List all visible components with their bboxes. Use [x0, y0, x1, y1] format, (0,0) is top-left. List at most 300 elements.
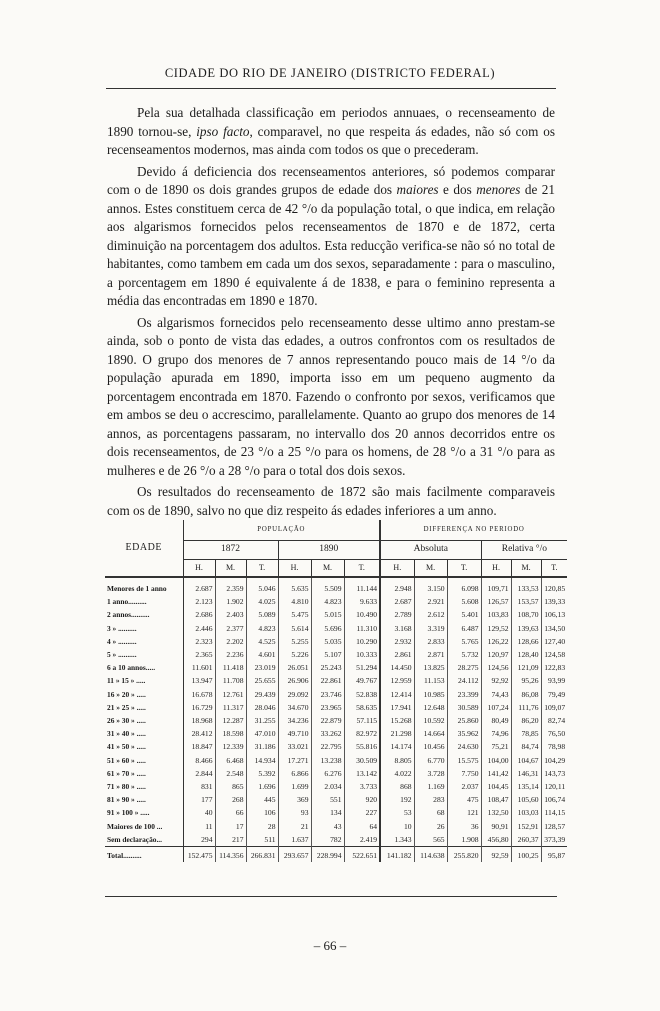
- table-cell: 5.475: [278, 608, 311, 621]
- table-cell: 25.860: [447, 714, 481, 727]
- table-cell: 23.019: [246, 661, 278, 674]
- table-cell: 283: [414, 793, 447, 806]
- table-cell: 5.392: [246, 767, 278, 780]
- table-cell: 90,91: [481, 820, 511, 833]
- table-cell: 25.243: [311, 661, 344, 674]
- table-cell: 86,20: [511, 714, 541, 727]
- table-cell: 13.238: [311, 754, 344, 767]
- table-cell: 12.339: [215, 740, 246, 753]
- table-cell: 192: [380, 793, 414, 806]
- body-text: [107, 104, 555, 523]
- table-row: [105, 806, 567, 819]
- row-label: 51 » 60 » .....: [105, 754, 183, 767]
- table-cell: 12.414: [380, 688, 414, 701]
- paragraph-3: Os algarismos fornecidos pelo recenseamento desse ultimo anno prestam-se ainda, sob o ponto de vista das edades, a outros confrontos com os resultados de 1890. O grupo dos menores de 7 annos representando pouco mais de 14 °/o da população apurada em 1890, importa isso em um pequeno augmento da porcentagem encontrada em 1870. Fazendo o confronto por sexos, verificamos que em ambos se deu o accrescimo, parallelamente. Quanto ao grupo dos menores de 14 annos, as porcentagens passaram, no intervallo dos 20 annos decorridos entre os dois recenseamentos, de 23 °/o a 25 °/o para os homens, de 28 °/o a 31 °/o para as mulheres e de 26 °/o a 28 °/o para o total dos dois sexos.: [107, 314, 555, 478]
- table-cell: 5.509: [311, 577, 344, 595]
- table-cell: 31.186: [246, 740, 278, 753]
- table-cell: 2.686: [183, 608, 215, 621]
- table-cell: 33.021: [278, 740, 311, 753]
- table-cell: 28.046: [246, 701, 278, 714]
- table-cell: 5.089: [246, 608, 278, 621]
- table-cell: 2.844: [183, 767, 215, 780]
- table-cell: 106: [246, 806, 278, 819]
- table-total-row: [105, 847, 567, 863]
- table-cell: 143,73: [544, 768, 566, 778]
- age-table: [105, 520, 567, 862]
- p2-italic-menores: menores: [476, 182, 521, 197]
- header-rule: [106, 88, 556, 89]
- table-cell: 1.637: [278, 833, 311, 847]
- table-cell: 68: [414, 806, 447, 819]
- table-cell: 2.789: [380, 608, 414, 621]
- table-cell: 78,85: [511, 727, 541, 740]
- table-cell: 5.696: [311, 622, 344, 635]
- table-cell: 551: [311, 793, 344, 806]
- table-cell: 294: [183, 833, 215, 847]
- table-cell: 18.847: [183, 740, 215, 753]
- table-cell: 141,42: [481, 767, 511, 780]
- table-cell: 2.359: [215, 577, 246, 595]
- table-row: [105, 714, 567, 727]
- p1-text-a: Pela sua detalhada classificação em periodos annuaes, o recenseamento de 1890 tornou-se,: [107, 105, 555, 139]
- table-cell: 868: [380, 780, 414, 793]
- table-cell: 58.635: [344, 701, 380, 714]
- table-cell: 106,74: [544, 795, 566, 805]
- table-cell: 104,67: [511, 754, 541, 767]
- table-cell: 74,96: [481, 727, 511, 740]
- table-cell: 14.664: [414, 727, 447, 740]
- table-cell: 268: [215, 793, 246, 806]
- table-cell: 128,57: [544, 821, 566, 831]
- table-cell: 217: [215, 833, 246, 847]
- table-cell: 266.831: [246, 847, 278, 863]
- table-cell: 95,26: [511, 674, 541, 687]
- table-cell: 21: [278, 820, 311, 833]
- table-cell: 228.994: [311, 847, 344, 863]
- table-cell: 11.153: [414, 674, 447, 687]
- table-cell: 22.861: [311, 674, 344, 687]
- table-cell: 121: [447, 806, 481, 819]
- table-cell: 22.795: [311, 740, 344, 753]
- table-cell: 11.310: [344, 622, 380, 635]
- col-t-1872: T.: [246, 560, 278, 578]
- table-cell: 104,45: [481, 780, 511, 793]
- table-cell: 2.687: [183, 577, 215, 595]
- table-cell: 103,03: [511, 806, 541, 819]
- table-cell: 120,85: [544, 584, 566, 593]
- table-row: [105, 674, 567, 687]
- paragraph-2: [107, 163, 555, 311]
- table-cell: 4.025: [246, 595, 278, 608]
- table-cell: 84,74: [511, 740, 541, 753]
- table-cell: 782: [311, 833, 344, 847]
- table-cell: 1.902: [215, 595, 246, 608]
- table-cell: 66: [215, 806, 246, 819]
- row-label: 4 » ..........: [105, 635, 183, 648]
- table-row: [105, 577, 567, 595]
- table-cell: 30.589: [447, 701, 481, 714]
- row-label: 11 » 15 » .....: [105, 674, 183, 687]
- paragraph-1: [107, 104, 555, 160]
- table-cell: 28: [246, 820, 278, 833]
- table-body: [105, 577, 567, 862]
- table-cell: 139,33: [544, 597, 566, 607]
- table-cell: 2.921: [414, 595, 447, 608]
- table-cell: 260,37: [511, 833, 541, 847]
- table-cell: 103,83: [481, 608, 511, 621]
- table-cell: 2.861: [380, 648, 414, 661]
- table-cell: 13.825: [414, 661, 447, 674]
- table-cell: 30.509: [344, 754, 380, 767]
- table-cell: 141.182: [380, 847, 414, 863]
- table-cell: 51.294: [344, 661, 380, 674]
- table-cell: 82.972: [344, 727, 380, 740]
- table-cell: 5.226: [278, 648, 311, 661]
- table-cell: 29.092: [278, 688, 311, 701]
- table-row: [105, 740, 567, 753]
- table-cell: 109,07: [544, 702, 566, 712]
- table-row: [105, 648, 567, 661]
- table-cell: 128,40: [511, 648, 541, 661]
- row-label: Total..........: [105, 847, 183, 863]
- p2-text-c: e dos: [438, 182, 477, 197]
- row-label: 3 » ..........: [105, 622, 183, 635]
- table-cell: 24.112: [447, 674, 481, 687]
- col-h-1890: H.: [278, 560, 311, 578]
- table-cell: 12.287: [215, 714, 246, 727]
- table-cell: 9.633: [344, 595, 380, 608]
- table-cell: 2.365: [183, 648, 215, 661]
- table-cell: 22.879: [311, 714, 344, 727]
- table-row: [105, 622, 567, 635]
- table-cell: 475: [447, 793, 481, 806]
- table-cell: 5.015: [311, 608, 344, 621]
- table-cell: 7.750: [447, 767, 481, 780]
- table-cell: 28.275: [447, 661, 481, 674]
- table-cell: 139,63: [511, 622, 541, 635]
- table-cell: 64: [344, 820, 380, 833]
- table-cell: 28.412: [183, 727, 215, 740]
- row-label: Sem declaração...: [105, 833, 183, 847]
- table-cell: 10.592: [414, 714, 447, 727]
- table-cell: 93,99: [548, 676, 566, 686]
- table-cell: 74,43: [481, 688, 511, 701]
- table-cell: 146,31: [511, 767, 541, 780]
- table-cell: 1.908: [447, 833, 481, 847]
- table-row: [105, 754, 567, 767]
- col-m-1872: M.: [215, 560, 246, 578]
- table-cell: 133,53: [511, 577, 541, 595]
- table-cell: 445: [246, 793, 278, 806]
- table-cell: 369: [278, 793, 311, 806]
- table-cell: 23.746: [311, 688, 344, 701]
- table-cell: 17.271: [278, 754, 311, 767]
- table-cell: 93: [278, 806, 311, 819]
- table-cell: 108,70: [511, 608, 541, 621]
- col-m-abs: M.: [414, 560, 447, 578]
- table-cell: 10.333: [344, 648, 380, 661]
- table-cell: 6.276: [311, 767, 344, 780]
- table-cell: 15.268: [380, 714, 414, 727]
- table-cell: 11.601: [183, 661, 215, 674]
- table-cell: 124,56: [481, 661, 511, 674]
- table-cell: 5.614: [278, 622, 311, 635]
- table-cell: 106,13: [544, 610, 566, 620]
- table-cell: 4.022: [380, 767, 414, 780]
- row-label: 41 » 50 » .....: [105, 740, 183, 753]
- table-bottom-rule: [105, 896, 557, 897]
- table-cell: 35.962: [447, 727, 481, 740]
- table-cell: 78,98: [548, 742, 566, 752]
- table-cell: 2.377: [215, 622, 246, 635]
- table-cell: 128,66: [511, 635, 541, 648]
- table-cell: 29.439: [246, 688, 278, 701]
- table-cell: 53: [380, 806, 414, 819]
- table-cell: 135,14: [511, 780, 541, 793]
- table-cell: 57.115: [344, 714, 380, 727]
- table-row: [105, 780, 567, 793]
- table-cell: 511: [246, 833, 278, 847]
- table-cell: 152,91: [511, 820, 541, 833]
- row-label: 81 » 90 » .....: [105, 793, 183, 806]
- table-cell: 2.446: [183, 622, 215, 635]
- table-cell: 2.034: [311, 780, 344, 793]
- table-cell: 80,49: [481, 714, 511, 727]
- table-cell: 114,15: [544, 808, 566, 818]
- table-cell: 5.401: [447, 608, 481, 621]
- table-cell: 52.838: [344, 688, 380, 701]
- table-cell: 23.965: [311, 701, 344, 714]
- table-cell: 177: [183, 793, 215, 806]
- table-row: [105, 767, 567, 780]
- table-cell: 114.356: [215, 847, 246, 863]
- table-cell: 114.638: [414, 847, 447, 863]
- table-cell: 10.456: [414, 740, 447, 753]
- p2-text-a: Devido á deficiencia dos recenseamentos anteriores, só podemos comparar com o de 1890 os dois grandes grupos de edade dos: [107, 163, 555, 197]
- table-cell: 109,71: [481, 577, 511, 595]
- row-label: 1 anno..........: [105, 595, 183, 608]
- table-cell: 17.941: [380, 701, 414, 714]
- table-cell: 5.765: [447, 635, 481, 648]
- row-label: 31 » 40 » .....: [105, 727, 183, 740]
- table-cell: 132,50: [481, 806, 511, 819]
- table-cell: 134: [311, 806, 344, 819]
- table-cell: 55.816: [344, 740, 380, 753]
- table-cell: 24.630: [447, 740, 481, 753]
- header-year-1872: 1872: [183, 541, 278, 560]
- table-cell: 2.123: [183, 595, 215, 608]
- table-cell: 124,58: [544, 650, 566, 660]
- table-cell: 831: [183, 780, 215, 793]
- row-label: Menores de 1 anno: [105, 577, 183, 595]
- table-cell: 104,00: [481, 754, 511, 767]
- table-cell: 865: [215, 780, 246, 793]
- row-label: 5 » ..........: [105, 648, 183, 661]
- table-cell: 26.051: [278, 661, 311, 674]
- table-cell: 26: [414, 820, 447, 833]
- table-cell: 82,74: [548, 716, 566, 726]
- table-cell: 2.236: [215, 648, 246, 661]
- table-cell: 1.169: [414, 780, 447, 793]
- table-cell: 25.655: [246, 674, 278, 687]
- table-cell: 10: [380, 820, 414, 833]
- table-cell: 16.729: [183, 701, 215, 714]
- table-cell: 34.236: [278, 714, 311, 727]
- table-row: [105, 793, 567, 806]
- table-row: [105, 701, 567, 714]
- p2-text-e: de 21 annos. Estes constituem cerca de 42 °/o da população total, o que indica, em relação aos algarismos fornecidos pelos recenseamentos de 1870 e de 1872, certa diminuição na porcentagem dos adultos. Esta reducção verifica-se não só no total de habitantes, como tambem em cada um dos sexos, separadamente : para o masculino, a porcentagem em 1890 é equivalente á de 1838, e para o feminino representa a média das encontradas em 1890 e 1870.: [107, 182, 555, 308]
- col-m-rel: M.: [511, 560, 541, 578]
- table-cell: 11: [183, 820, 215, 833]
- table-cell: 122,83: [544, 663, 566, 673]
- table-cell: 2.871: [414, 648, 447, 661]
- table-cell: 14.174: [380, 740, 414, 753]
- table-cell: 6.468: [215, 754, 246, 767]
- table-cell: 5.046: [246, 577, 278, 595]
- table-cell: 6.866: [278, 767, 311, 780]
- table-cell: 1.699: [278, 780, 311, 793]
- col-t-abs: T.: [447, 560, 481, 578]
- table-cell: 456,80: [481, 833, 511, 847]
- table-cell: 3.733: [344, 780, 380, 793]
- row-label: 91 » 100 » .....: [105, 806, 183, 819]
- col-t-1890: T.: [344, 560, 380, 578]
- header-absoluta: Absoluta: [380, 541, 481, 560]
- table-cell: 76,50: [548, 729, 566, 739]
- col-h-rel: H.: [481, 560, 511, 578]
- table-cell: 11.708: [215, 674, 246, 687]
- table-cell: 111,76: [511, 701, 541, 714]
- table-cell: 92,59: [481, 847, 511, 863]
- table-row: [105, 688, 567, 701]
- table-cell: 40: [183, 806, 215, 819]
- col-h-abs: H.: [380, 560, 414, 578]
- table-cell: 126,57: [481, 595, 511, 608]
- table-cell: 14.450: [380, 661, 414, 674]
- table-cell: 5.635: [278, 577, 311, 595]
- table-cell: 3.319: [414, 622, 447, 635]
- table-cell: 2.948: [380, 577, 414, 595]
- header-year-1890: 1890: [278, 541, 380, 560]
- table-cell: 126,22: [481, 635, 511, 648]
- table-cell: 3.728: [414, 767, 447, 780]
- table-cell: 26.906: [278, 674, 311, 687]
- table-cell: 18.968: [183, 714, 215, 727]
- col-m-1890: M.: [311, 560, 344, 578]
- table-cell: 5.255: [278, 635, 311, 648]
- table-row: [105, 833, 567, 847]
- table-cell: 11.418: [215, 661, 246, 674]
- table-cell: 120,97: [481, 648, 511, 661]
- row-label: Maiores de 100 ...: [105, 820, 183, 833]
- table-cell: 86,08: [511, 688, 541, 701]
- table-cell: 522.651: [344, 847, 380, 863]
- table-cell: 43: [311, 820, 344, 833]
- table-row: [105, 727, 567, 740]
- table-cell: 373,39: [544, 834, 566, 844]
- table-cell: 47.010: [246, 727, 278, 740]
- table-cell: 16.678: [183, 688, 215, 701]
- table-cell: 2.612: [414, 608, 447, 621]
- table-cell: 31.255: [246, 714, 278, 727]
- table-cell: 3.150: [414, 577, 447, 595]
- table-cell: 34.670: [278, 701, 311, 714]
- header-relativa: Relativa °/o: [481, 541, 567, 560]
- table-cell: 2.202: [215, 635, 246, 648]
- table-cell: 2.419: [344, 833, 380, 847]
- table-cell: 13.142: [344, 767, 380, 780]
- table-row: [105, 820, 567, 833]
- table-cell: 10.490: [344, 608, 380, 621]
- table-cell: 18.598: [215, 727, 246, 740]
- table-cell: 8.466: [183, 754, 215, 767]
- table-cell: 105,60: [511, 793, 541, 806]
- table-cell: 6.098: [447, 577, 481, 595]
- table-cell: 920: [344, 793, 380, 806]
- table-cell: 12.959: [380, 674, 414, 687]
- row-label: 61 » 70 » .....: [105, 767, 183, 780]
- table-cell: 5.035: [311, 635, 344, 648]
- table-cell: 2.323: [183, 635, 215, 648]
- paragraph-4: Os resultados do recenseamento de 1872 são mais facilmente comparaveis com os de 1890, salvo no que diz respeito ás edades inferiores a um anno.: [107, 484, 555, 518]
- table-cell: 3.168: [380, 622, 414, 635]
- p2-italic-maiores: maiores: [396, 182, 439, 197]
- table-cell: 33.262: [311, 727, 344, 740]
- table-row: [105, 608, 567, 621]
- row-label: 21 » 25 » .....: [105, 701, 183, 714]
- table-cell: 107,24: [481, 701, 511, 714]
- table-cell: 565: [414, 833, 447, 847]
- p1-italic-ipso-facto: ipso facto: [196, 123, 250, 139]
- row-label: 71 » 80 » .....: [105, 780, 183, 793]
- table-cell: 5.107: [311, 648, 344, 661]
- header-edade: EDADE: [105, 520, 183, 577]
- table-cell: 134,50: [544, 623, 566, 633]
- header-diferenca: DIFFERENÇA NO PERIODO: [380, 520, 567, 541]
- table-cell: 120,11: [544, 782, 566, 792]
- table-cell: 227: [344, 806, 380, 819]
- table-cell: 1.343: [380, 833, 414, 847]
- row-label: 16 » 20 » .....: [105, 688, 183, 701]
- table-cell: 6.487: [447, 622, 481, 635]
- table-cell: 2.037: [447, 780, 481, 793]
- table-cell: 36: [447, 820, 481, 833]
- running-header: CIDADE DO RIO DE JANEIRO (DISTRICTO FEDERAL): [164, 66, 496, 80]
- table-cell: 10.290: [344, 635, 380, 648]
- table-cell: 100,25: [511, 847, 541, 863]
- table-cell: 129,52: [481, 622, 511, 635]
- table-cell: 127,40: [544, 636, 566, 646]
- table-cell: 2.548: [215, 767, 246, 780]
- table-cell: 92,92: [481, 674, 511, 687]
- table-row: [105, 595, 567, 608]
- page-number: – 66 –: [313, 938, 347, 953]
- table-cell: 11.144: [344, 577, 380, 595]
- table-cell: 14.934: [246, 754, 278, 767]
- header-populacao: POPULAÇÃO: [183, 520, 380, 541]
- table-cell: 2.403: [215, 608, 246, 621]
- table-cell: 2.932: [380, 635, 414, 648]
- table-cell: 12.648: [414, 701, 447, 714]
- row-label: 2 annos..........: [105, 608, 183, 621]
- table-cell: 79,49: [548, 689, 566, 699]
- table-cell: 293.657: [278, 847, 311, 863]
- p1-text-c: , comparavel, no que respeita ás edades, não só com os recenseamentos modernos, mas ainda com todos os que o precederam.: [107, 123, 555, 157]
- table-cell: 153,57: [511, 595, 541, 608]
- table-cell: 5.608: [447, 595, 481, 608]
- table-cell: 6.770: [414, 754, 447, 767]
- table-cell: 12.761: [215, 688, 246, 701]
